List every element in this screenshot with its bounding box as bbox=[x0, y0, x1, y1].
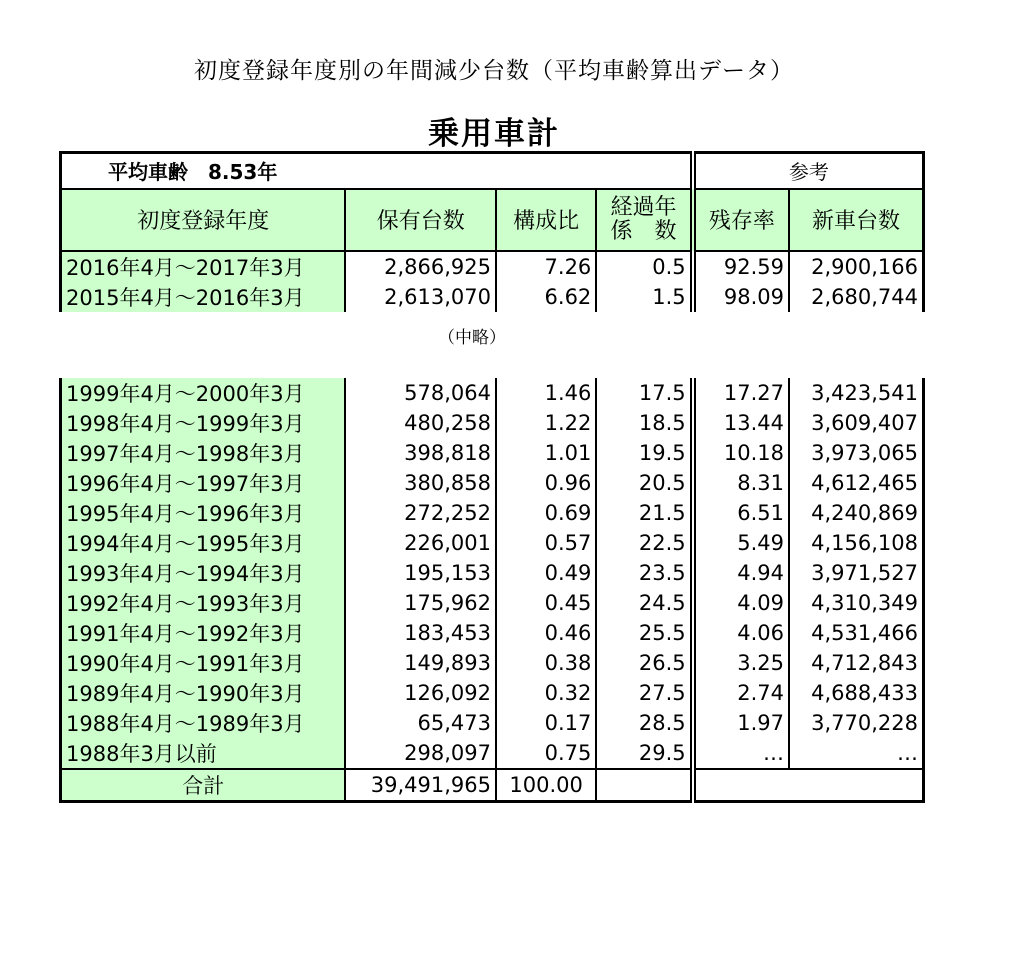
row-ratio: 1.01 bbox=[496, 438, 596, 468]
row-ratio: 0.75 bbox=[496, 738, 596, 769]
row-ratio: 1.22 bbox=[496, 408, 596, 438]
row-coef: 22.5 bbox=[596, 528, 692, 558]
table-row bbox=[61, 378, 924, 408]
row-year: 1998年4月～1999年3月 bbox=[61, 408, 346, 438]
row-year: 1997年4月～1998年3月 bbox=[61, 438, 346, 468]
row-new-units: 2,900,166 bbox=[811, 254, 918, 279]
row-units: 149,893 bbox=[345, 648, 496, 678]
row-year: 1995年4月～1996年3月 bbox=[61, 498, 346, 528]
row-year: 1991年4月～1992年3月 bbox=[61, 618, 346, 648]
row-coef: 18.5 bbox=[596, 408, 692, 438]
row-units: 175,962 bbox=[345, 588, 496, 618]
table-row bbox=[61, 282, 924, 312]
row-ratio: 7.26 bbox=[496, 251, 596, 282]
total-reference-empty bbox=[693, 769, 924, 802]
data-table-bottom bbox=[59, 378, 925, 803]
row-new-units: 2,680,744 bbox=[811, 284, 918, 309]
table-bottom-section bbox=[56, 378, 928, 798]
row-survival: 3.25 bbox=[693, 648, 789, 678]
table-subtitle: 乗用車計 bbox=[428, 116, 560, 152]
row-survival: 98.09 bbox=[693, 282, 789, 312]
row-survival: 4.09 bbox=[693, 588, 789, 618]
row-units: 2,613,070 bbox=[345, 282, 496, 312]
total-label: 合計 bbox=[61, 769, 346, 802]
row-survival: 5.49 bbox=[693, 528, 789, 558]
row-ratio: 0.45 bbox=[496, 588, 596, 618]
row-units: 578,064 bbox=[345, 378, 496, 408]
table-row bbox=[61, 251, 924, 282]
row-new-units: 3,770,228 bbox=[811, 711, 918, 735]
row-units: 126,092 bbox=[345, 678, 496, 708]
row-coef: 20.5 bbox=[596, 468, 692, 498]
total-coef-empty bbox=[596, 769, 692, 802]
row-survival: 92.59 bbox=[693, 251, 789, 282]
total-ratio: 100.00 bbox=[496, 769, 596, 802]
table-row bbox=[61, 438, 924, 468]
row-ratio: 1.46 bbox=[496, 378, 596, 408]
table-row bbox=[61, 558, 924, 588]
row-year: 1988年3月以前 bbox=[61, 738, 346, 769]
row-year: 1999年4月～2000年3月 bbox=[61, 378, 346, 408]
row-year: 1993年4月～1994年3月 bbox=[61, 558, 346, 588]
row-new-units: 4,712,843 bbox=[811, 651, 918, 675]
table-row bbox=[61, 678, 924, 708]
row-ratio: 0.69 bbox=[496, 498, 596, 528]
row-coef: 19.5 bbox=[596, 438, 692, 468]
col-header-coef-line1: 経過年 bbox=[610, 194, 677, 220]
row-year: 2016年4月～2017年3月 bbox=[61, 251, 346, 282]
row-year: 1996年4月～1997年3月 bbox=[61, 468, 346, 498]
row-ratio: 0.32 bbox=[496, 678, 596, 708]
row-new-units: 3,973,065 bbox=[811, 441, 918, 465]
row-survival: 4.94 bbox=[693, 558, 789, 588]
row-units: 298,097 bbox=[345, 738, 496, 769]
row-units: 65,473 bbox=[345, 708, 496, 738]
row-ratio: 6.62 bbox=[496, 282, 596, 312]
row-ratio: 0.38 bbox=[496, 648, 596, 678]
row-year: 2015年4月～2016年3月 bbox=[61, 282, 346, 312]
table-row bbox=[61, 528, 924, 558]
data-table-top bbox=[59, 151, 925, 312]
row-ratio: 0.96 bbox=[496, 468, 596, 498]
total-units: 39,491,965 bbox=[345, 769, 496, 802]
row-survival: 13.44 bbox=[693, 408, 789, 438]
row-coef: 27.5 bbox=[596, 678, 692, 708]
row-coef: 0.5 bbox=[596, 251, 692, 282]
row-ratio: 0.57 bbox=[496, 528, 596, 558]
col-header-units: 保有台数 bbox=[345, 189, 496, 251]
row-new-units: … bbox=[897, 741, 918, 765]
table-row bbox=[61, 708, 924, 738]
row-units: 226,001 bbox=[345, 528, 496, 558]
col-header-survival: 残存率 bbox=[693, 189, 789, 251]
row-units: 272,252 bbox=[345, 498, 496, 528]
table-top-section bbox=[56, 148, 928, 310]
row-units: 380,858 bbox=[345, 468, 496, 498]
row-new-units: 3,609,407 bbox=[811, 411, 918, 435]
row-coef: 24.5 bbox=[596, 588, 692, 618]
row-units: 2,866,925 bbox=[345, 251, 496, 282]
table-row bbox=[61, 618, 924, 648]
row-coef: 26.5 bbox=[596, 648, 692, 678]
row-year: 1988年4月～1989年3月 bbox=[61, 708, 346, 738]
col-header-new-units: 新車台数 bbox=[789, 189, 924, 251]
table-row bbox=[61, 468, 924, 498]
row-survival: 17.27 bbox=[693, 378, 789, 408]
row-survival: 8.31 bbox=[693, 468, 789, 498]
row-coef: 21.5 bbox=[596, 498, 692, 528]
row-ratio: 0.17 bbox=[496, 708, 596, 738]
row-units: 183,453 bbox=[345, 618, 496, 648]
omitted-marker: （中略） bbox=[438, 328, 506, 348]
row-survival: 1.97 bbox=[693, 708, 789, 738]
row-coef: 25.5 bbox=[596, 618, 692, 648]
row-units: 480,258 bbox=[345, 408, 496, 438]
row-year: 1994年4月～1995年3月 bbox=[61, 528, 346, 558]
table-row bbox=[61, 648, 924, 678]
row-ratio: 0.46 bbox=[496, 618, 596, 648]
col-header-coef bbox=[596, 189, 692, 251]
col-header-coef-line2: 係 数 bbox=[610, 218, 677, 244]
row-coef: 17.5 bbox=[596, 378, 692, 408]
row-survival: … bbox=[693, 738, 789, 769]
page-title: 初度登録年度別の年間減少台数（平均車齢算出データ） bbox=[194, 58, 794, 84]
row-new-units: 3,423,541 bbox=[811, 381, 918, 405]
total-row bbox=[61, 769, 924, 802]
reference-label: 参考 bbox=[693, 153, 924, 189]
col-header-ratio: 構成比 bbox=[496, 189, 596, 251]
row-year: 1990年4月～1991年3月 bbox=[61, 648, 346, 678]
row-new-units: 4,240,869 bbox=[811, 501, 918, 525]
col-header-year: 初度登録年度 bbox=[61, 189, 346, 251]
row-year: 1992年4月～1993年3月 bbox=[61, 588, 346, 618]
row-year: 1989年4月～1990年3月 bbox=[61, 678, 346, 708]
row-ratio: 0.49 bbox=[496, 558, 596, 588]
table-row bbox=[61, 408, 924, 438]
row-new-units: 4,156,108 bbox=[811, 531, 918, 555]
row-new-units: 4,612,465 bbox=[811, 471, 918, 495]
row-coef: 28.5 bbox=[596, 708, 692, 738]
row-units: 195,153 bbox=[345, 558, 496, 588]
row-survival: 2.74 bbox=[693, 678, 789, 708]
row-new-units: 4,688,433 bbox=[811, 681, 918, 705]
row-new-units: 4,310,349 bbox=[811, 591, 918, 615]
row-new-units: 4,531,466 bbox=[811, 621, 918, 645]
row-coef: 23.5 bbox=[596, 558, 692, 588]
row-coef: 1.5 bbox=[596, 282, 692, 312]
row-new-units: 3,971,527 bbox=[811, 561, 918, 585]
table-row bbox=[61, 588, 924, 618]
row-coef: 29.5 bbox=[596, 738, 692, 769]
row-survival: 4.06 bbox=[693, 618, 789, 648]
table-row bbox=[61, 498, 924, 528]
row-survival: 6.51 bbox=[693, 498, 789, 528]
row-survival: 10.18 bbox=[693, 438, 789, 468]
row-units: 398,818 bbox=[345, 438, 496, 468]
table-row bbox=[61, 738, 924, 769]
average-age-label: 平均車齢 8.53年 bbox=[61, 153, 693, 189]
